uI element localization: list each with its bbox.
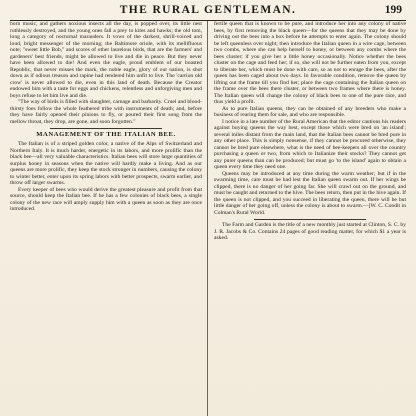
running-head: THE RURAL GENTLEMAN. [119, 4, 297, 16]
article-title: MANAGEMENT OF THE ITALIAN BEE. [36, 131, 176, 138]
bee-paragraph-3: fertile queen that is known to be pure, and introduce her into any colony of native bees, by first removing the black queen—for the queens that they may be done by driving out the bees into a box before he attempts to enter again. The colony should be left queenless over night; then introduce the Italian queen in a wire cage, between two combs, where she can help herself to honey, or between any combs where the bees cluster; if you give her a little honey occasionally. Notice whether the bees cluster on the cage and feed her; if so, she will not be further eaten from you, except to liberate her, which must be done with care, so as not to enrage the bees, after the queen has been caged about two days. In favorable condition, remove the queen by lifting out the frame till you find her; place the cage containing the Italian queen on the frame over the bees there cluster, or between two frames where there is honey. The Italian queen will change the colony of black bees to one of the pure race, and thus yield a profit. [214, 21, 406, 105]
bee-paragraph-5: I notice in a late number of the Rural American that the editor cautions his readers against buying queens the way best, except those which were bred on 'an island'; several miles distant from the main land, that the Italian bees cannot be bred pure in any other place. This is simply nonsense, if they cannot be procured otherwise, they cannot be bred pure elsewhere, what is the need of bee-keepers all over the country purchasing a queen or two, from which to Italianize their stocks? They cannot get any purer queens than can be produced; but must go 'to the island' again to obtain a queen every time they need one. [214, 118, 406, 170]
bee-paragraph-4: As to pure Italian queens, they can be obtained of any breeders who make a business of rearing them for sale, and who are responsible. [214, 105, 406, 118]
right-column [214, 21, 406, 416]
masthead [10, 3, 406, 21]
bird-paragraph-1: born music, and gathers noxious insects all the day, is popped over, its little nest ruthlessly destroyed, and the young ones fall a prey to kites and hawks; the old tom, long a category of nocturnal marauders. It vows of the darkest, shrill-voiced and loud, bright messenger of the morning; the Baltimore oriole, with its mellifluous note; "sweet little Bob," and scores of other laurelous birds, that are the farmers' and gardeners' best friends, might be allowed to live and die in peace. But they never have been allowed to die! And even the eagle, proud emblem of our boasted Republic, that never misses the mark, the noble eagle, glory of our nation, is shot down as if odious treason and rapine had rendered him unfit to live. The 'carrion old crow' is never allowed to die, even in this land of death. Because the Creator endowed him with a taste for eggs and chickens, relentless and unforgiving men and boys refuse to let him live and die. [10, 21, 202, 99]
article-columns [10, 21, 406, 416]
notice-paragraph: The Farm and Garden is the title of a new monthly just started at Clinton, S. C. by J. R. Jacobs & Co. Contains 24 pages of good reading matter, for which $1 a year is asked. [214, 222, 406, 241]
page-number: 199 [384, 4, 402, 16]
section-divider [50, 128, 162, 129]
column-rule [207, 21, 208, 416]
section-divider-2 [254, 219, 366, 220]
bird-paragraph-2: "The way of birds is filled with slaughter, carnage and barbarity. Cruel and blood-thirsty foes follow the whole feathered tribe with instruments of death; and, before they have fairly opened their pinions to fly, or poured their first song from the mellow throat, they drop, are gone, and soon forgotten." [10, 99, 202, 125]
bee-paragraph-6: Queens may be introduced at any time during the warm weather; but if in the swarming time, care must be had lest the Italian queen swarm out. If her wings be clipped, there is no danger of her going far. She will crawl out on the ground, and must be caught and returned to the hive. The bees return, then put in the hive again. If the queen is not clipped, and you succeed in liberating the queen, there will be but little danger of her going off, unless the colony is about to swarm.—[W. C. Condit in Colman's Rural World. [214, 170, 406, 216]
left-column [10, 21, 202, 416]
bee-paragraph-1: The Italian is of a striped golden color, a native of the Alps of Switzerland and Northern Italy. It is much harder, energetic in its labors, and more prolific than the black bee—all very valuable characteristics. Italian bees will store large quantities of surplus honey in seasons when the native will hardly make a living. And as our queens are more prolific, they keep the stock stronger in numbers, causing the colony to winter better, enter upon its spring labors with better prospects, swarm earlier, and throw off larger swarms. [10, 141, 202, 186]
bee-paragraph-2: Every keeper of bees who would derive the greatest pleasure and profit from that source, should keep the Italian bee. If he has a few colonies of black bees, a single colony of the new race will amply supply him with a queen as soon as they are once introduced. [10, 186, 202, 212]
